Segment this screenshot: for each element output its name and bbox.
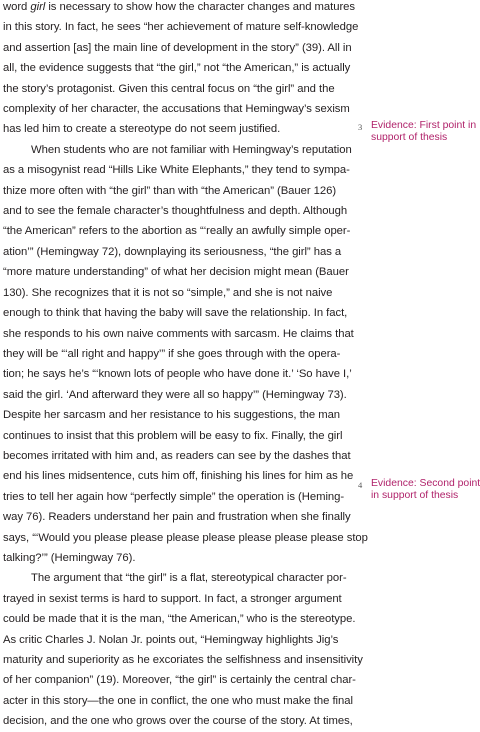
essay-body xyxy=(3,0,368,732)
text-line: becomes irritated with him and, as readers can see by the dashes that xyxy=(3,449,351,462)
text-line: maturity and superiority as he excoriates the selfishness and insensitivity xyxy=(3,654,363,666)
text-line: the story’s protagonist. Given this central focus on “the girl” and the xyxy=(3,82,335,95)
text-line: all, the evidence suggests that “the girl,” not “the American,” is actually xyxy=(3,62,351,75)
essay-paragraph xyxy=(3,0,359,140)
text-line: complexity of her character, the accusations that Hemingway’s sexism xyxy=(3,103,350,116)
text-line: The argument that “the girl” is a flat, stereotypical character por- xyxy=(31,572,347,585)
text-line: ation’” (Hemingway 72), downplaying its seriousness, “the girl” has a xyxy=(3,245,342,258)
text-line: “more mature understanding” of what her decision might mean (Bauer xyxy=(3,266,349,279)
text-line: of her companion” (19). Moreover, “the girl” is certainly the central char- xyxy=(3,674,356,687)
text-line: tion; he says he’s “‘known lots of people who have done it.’ ‘So have I,’ xyxy=(3,368,352,381)
text-line: 130). She recognizes that it is not so “simple,” and she is not naive xyxy=(3,286,333,299)
text-line: acter in this story—the one in conflict, the one who must make the final xyxy=(3,694,353,707)
text-line: enough to think that having the baby will save the relationship. In fact, xyxy=(3,307,348,320)
text-line: end his lines midsentence, cuts him off, finishing his lines for him as he xyxy=(3,470,354,483)
annotation-label: Evidence: Second point in support of thesis xyxy=(371,478,480,501)
text-line: thize more often with “the girl” than with “the American” (Bauer 126) xyxy=(3,184,337,197)
text-line: said the girl. ‘And afterward they were all so happy’” (Hemingway 73). xyxy=(3,388,347,401)
essay-paragraph xyxy=(3,568,363,731)
text-line: Despite her sarcasm and her resistance to his suggestions, the man xyxy=(3,409,341,422)
text-line: they will be “‘all right and happy’” if she goes through with the opera- xyxy=(3,347,341,360)
text-line: says, “‘Would you please please please please please please please stop xyxy=(3,531,368,544)
text-line: When students who are not familiar with Hemingway’s reputation xyxy=(31,143,352,156)
text-line: way 76). Readers understand her pain and frustration when she finally xyxy=(3,511,351,524)
text-line: decision, and the one who grows over the course of the story. At times, xyxy=(3,715,353,728)
text-line: “the American” refers to the abortion as “‘really an awfully simple oper- xyxy=(3,225,351,238)
text-line: as a misogynist read “Hills Like White Elephants,” they tend to sympa- xyxy=(3,164,350,177)
annotation-number: 3 xyxy=(358,122,363,132)
text-line: she responds to his own naive comments with sarcasm. He claims that xyxy=(3,327,354,340)
text-line: tries to tell her again how “perfectly simple” the operation is (Heming- xyxy=(3,490,345,503)
text-line: in this story. In fact, he sees “her achievement of mature self-knowledge xyxy=(3,21,359,34)
text-line: and assertion [as] the main line of development in the story” (39). All in xyxy=(3,41,352,54)
essay-paragraph xyxy=(3,140,368,569)
text-line: could be made that it is the man, “the American,” who is the stereotype. xyxy=(3,613,356,626)
text-line: has led him to create a stereotype do not seem justified. xyxy=(3,123,281,136)
text-line: word girl is necessary to show how the character changes and matures xyxy=(3,1,356,13)
text-line: talking?’” (Hemingway 76). xyxy=(3,551,136,564)
text-line: As critic Charles J. Nolan Jr. points out, “Hemingway highlights Jig’s xyxy=(3,633,339,646)
text-line: continues to insist that this problem will be easy to fix. Finally, the girl xyxy=(3,429,343,442)
text-line: trayed in sexist terms is hard to support. In fact, a stronger argument xyxy=(3,592,342,605)
annotation-label: Evidence: First point in support of thesis xyxy=(371,120,477,143)
annotation-number: 4 xyxy=(358,480,363,490)
text-line: and to see the female character’s thoughtfulness and depth. Although xyxy=(3,205,348,218)
